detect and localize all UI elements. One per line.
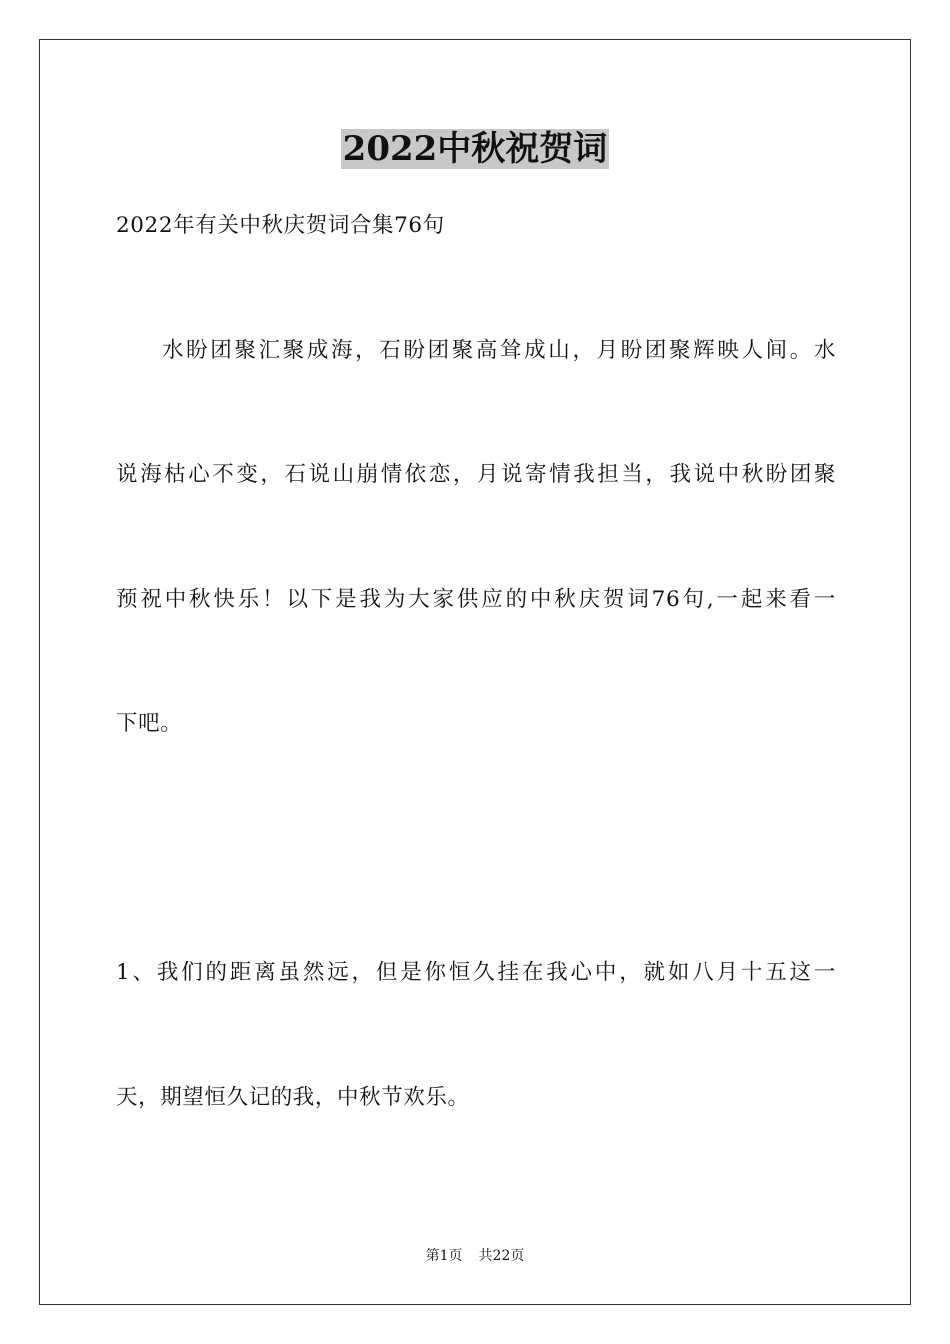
intro-line-4: 下吧。 (116, 711, 183, 736)
document-title-text: 2022中秋祝贺词 (342, 129, 608, 169)
document-subtitle: 2022年有关中秋庆贺词合集76句 (116, 213, 445, 238)
page-total: 共22页 (478, 1248, 525, 1264)
intro-line-1: 水盼团聚汇聚成海，石盼团聚高耸成山，月盼团聚辉映人间。水 (162, 338, 836, 363)
item-1-line-2: 天，期望恒久记的我，中秋节欢乐。 (116, 1085, 470, 1110)
intro-line-3: 预祝中秋快乐！以下是我为大家供应的中秋庆贺词76句,一起来看一 (116, 587, 836, 612)
item-1-line-1: 1、我们的距离虽然远，但是你恒久挂在我心中，就如八月十五这一 (116, 960, 836, 985)
intro-line-2: 说海枯心不变，石说山崩情依恋，月说寄情我担当，我说中秋盼团聚 (116, 462, 836, 487)
page-number: 第1页 (425, 1248, 463, 1264)
document-title (0, 124, 950, 174)
page-footer (0, 1246, 950, 1266)
